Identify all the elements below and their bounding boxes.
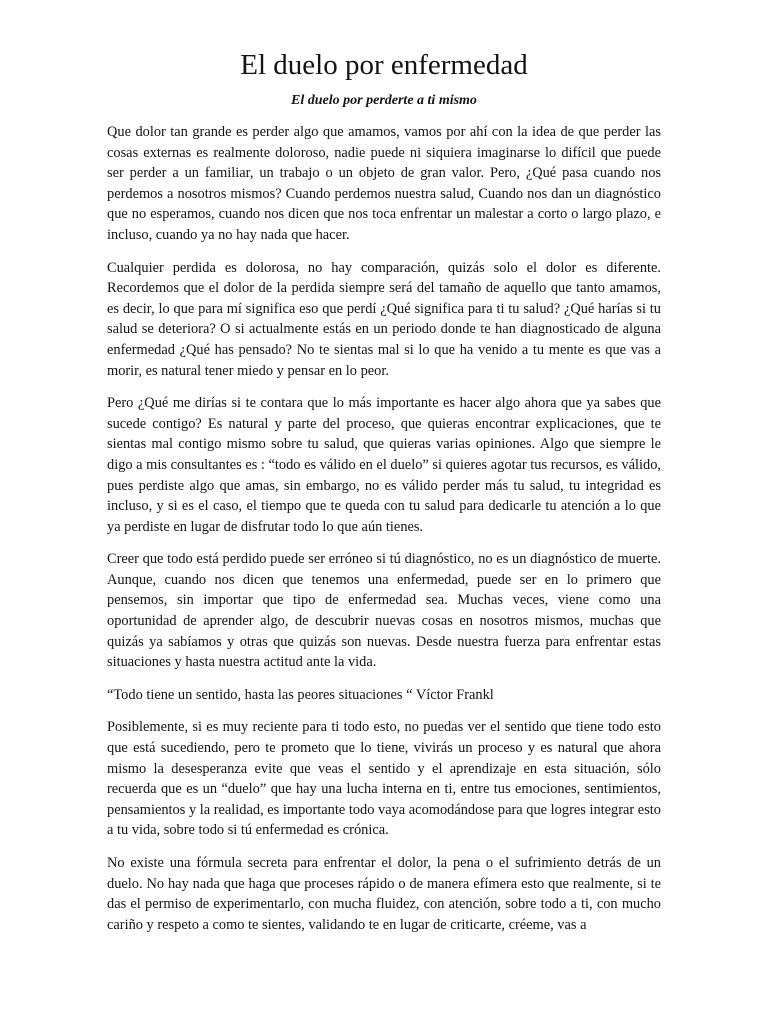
page-subtitle: El duelo por perderte a ti mismo (291, 93, 477, 108)
paragraph-3: Pero ¿Qué me dirías si te contara que lo más importante es hacer algo ahora que ya sabes que sucede contigo? Es natural y parte del proceso, que quieras encontrar explicaciones, que te sientas mal contigo mismo sobre tu salud, que quieras varias opiniones. Algo que siempre le digo a mis consultantes es : “todo es válido en el duelo” si quieres agotar tus recursos, es válido, pues perdiste algo que amas, sin embargo, no es válido perder más tu salud, tu integridad es incluso, y si es el caso, el tiempo que te queda con tu salud para dedicarle tu atención a lo que ya perdiste en lugar de disfrutar todo lo que aún tienes. (107, 395, 661, 535)
quote-frankl: “Todo tiene un sentido, hasta las peores situaciones “ Víctor Frankl (107, 686, 494, 703)
page-title: El duelo por enfermedad (240, 49, 528, 81)
paragraph-5: Posiblemente, si es muy reciente para ti todo esto, no puedas ver el sentido que tiene todo esto que está sucediendo, pero te prometo que lo tiene, vivirás un proceso y es natural que ahora mismo la desesperanza evite que veas el sentido y el aprendizaje en esta situación, sólo recuerda que es un “duelo” que hay una lucha interna en ti, entre tus emociones, sentimientos, pensamientos y la realidad, es importante todo vaya acomodándose para que logres integrar esto a tu vida, sobre todo si tú enfermedad es crónica. (107, 719, 661, 839)
document-body (107, 122, 661, 947)
paragraph-4: Creer que todo está perdido puede ser erróneo si tú diagnóstico, no es un diagnóstico de muerte. Aunque, cuando nos dicen que tenemos una enfermedad, puede ser en lo primero que pensemos, sin importar que tipo de enfermedad sea. Muchas veces, viene como una oportunidad de aprender algo, de descubrir nuevas cosas en nosotros mismos, muchas que quizás ya sabíamos y otras que quizás son nuevas. Desde nuestra fuerza para enfrentar estas situaciones y hasta nuestra actitud ante la vida. (107, 551, 661, 671)
paragraph-2: Cualquier perdida es dolorosa, no hay comparación, quizás solo el dolor es diferente. Recordemos que el dolor de la perdida siempre será del tamaño de aquello que tanto amamos, es decir, lo que para mí significa eso que perdí ¿Qué significa para ti tu salud? ¿Qué harías si tu salud se deteriora? O si actualmente estás en un periodo donde te han diagnosticado de alguna enfermedad ¿Qué has pensado? No te sientas mal si lo que ha venido a tu mente es que vas a morir, es natural tener miedo y pensar en lo peor. (107, 259, 661, 379)
paragraph-1: Que dolor tan grande es perder algo que amamos, vamos por ahí con la idea de que perder las cosas externas es realmente doloroso, nadie puede ni siquiera imaginarse lo difícil que puede ser perder a un familiar, un trabajo o un objeto de gran valor. Pero, ¿Qué pasa cuando nos perdemos a nosotros mismos? Cuando perdemos nuestra salud, Cuando nos dan un diagnóstico que no esperamos, cuando nos dicen que nos toca enfrentar un malestar a corto o largo plazo, e incluso, cuando ya no hay nada que hacer. (107, 124, 661, 243)
paragraph-6: No existe una fórmula secreta para enfrentar el dolor, la pena o el sufrimiento detrás de un duelo. No hay nada que haga que proceses rápido o de manera efímera esto que realmente, si te das el permiso de experimentarlo, con mucha fluidez, con atención, sobre todo a ti, con mucho cariño y respeto a como te sientes, validando te en lugar de criticarte, créeme, vas a (107, 855, 661, 933)
